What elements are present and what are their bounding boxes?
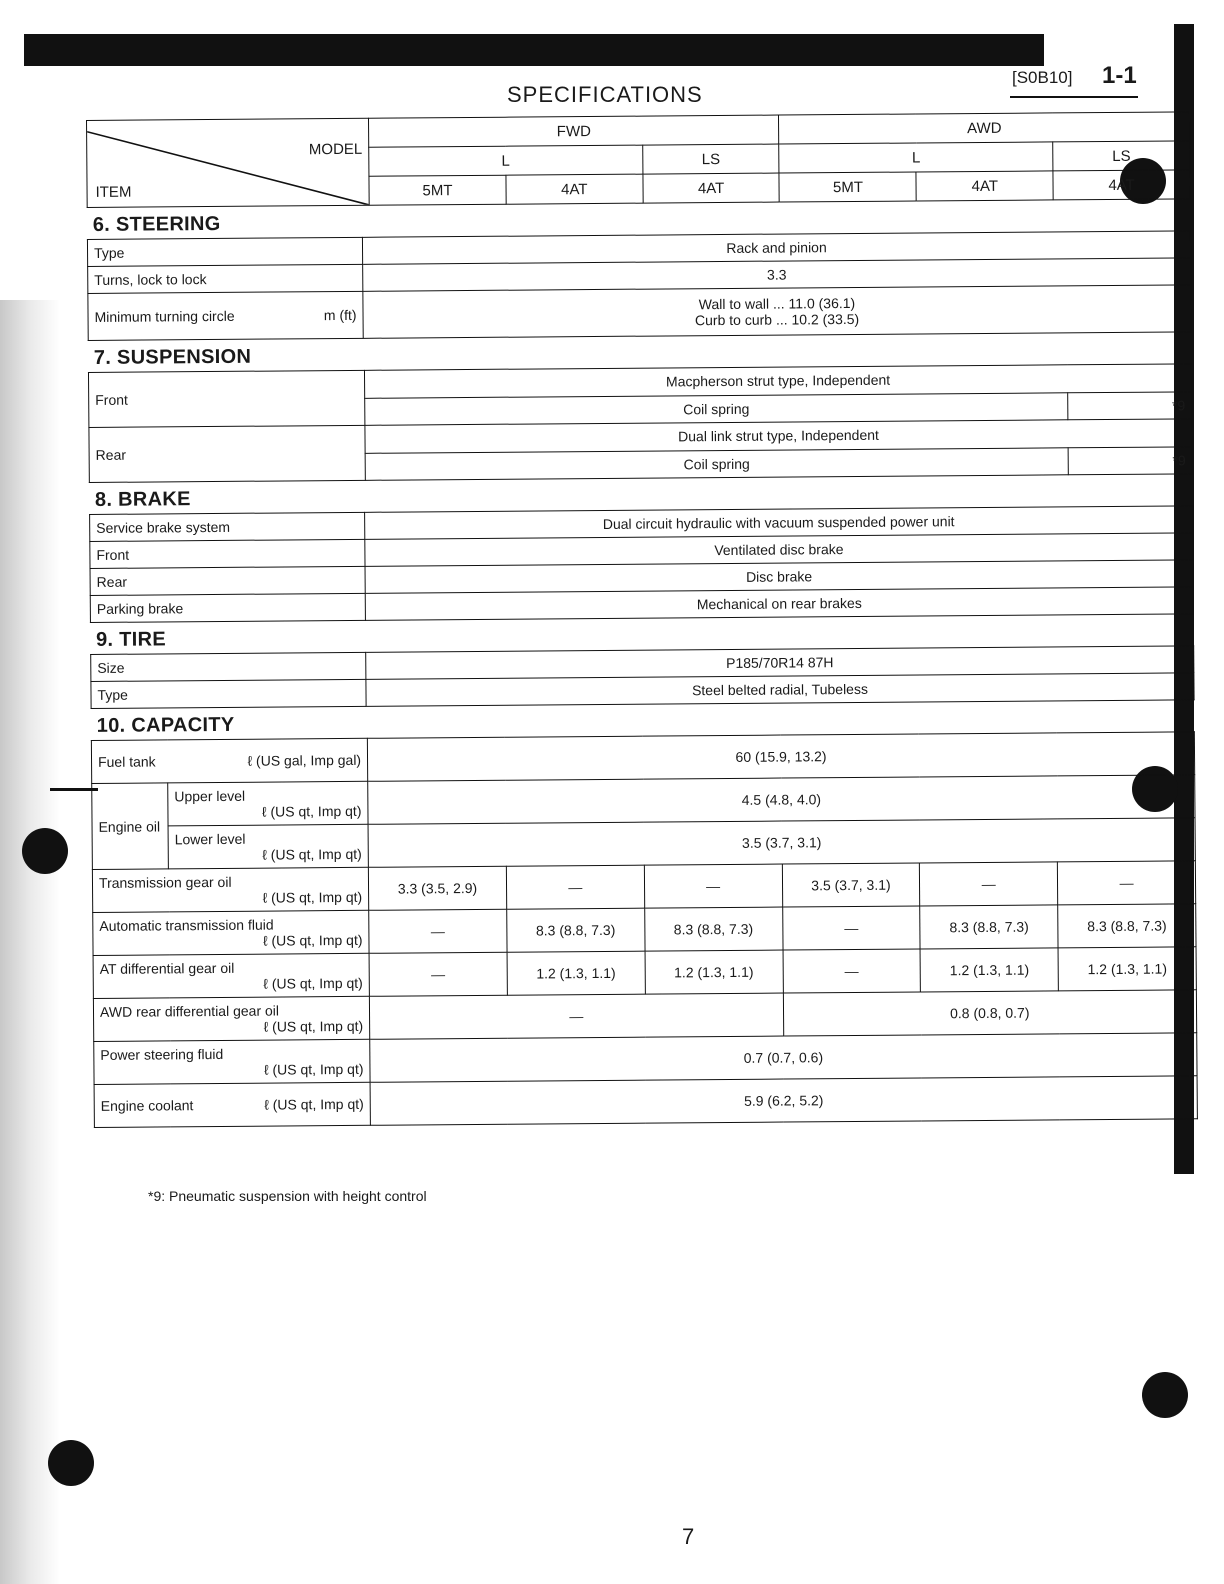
brake-parking-value: Mechanical on rear brakes [365, 587, 1193, 621]
brake-parking-label: Parking brake [90, 593, 365, 622]
spec-document [86, 111, 1198, 1128]
punch-hole [48, 1440, 94, 1486]
model-label: MODEL [308, 140, 363, 159]
trans-gear-oil-fwd-ls-4at: — [644, 864, 782, 908]
model-header-table [86, 111, 1191, 208]
brake-service-label: Service brake system [90, 512, 365, 541]
atf-fwd-ls-4at: 8.3 (8.8, 7.3) [644, 907, 782, 951]
engine-oil-label: Engine oil [92, 783, 169, 870]
scan-shadow [0, 300, 60, 1584]
suspension-front-label: Front [88, 370, 364, 427]
ps-fluid-unit: ℓ (US qt, Imp qt) [263, 1060, 364, 1078]
suspension-rear-type: Dual link strut type, Independent [365, 419, 1192, 453]
awd-rear-diff-awd: 0.8 (0.8, 0.7) [783, 990, 1197, 1036]
fwd-ls-header: LS [642, 144, 779, 174]
turns-value: 3.3 [363, 258, 1191, 292]
footnote: *9: Pneumatic suspension with height control [148, 1188, 427, 1204]
upper-level-label: Upper level [174, 787, 246, 805]
trans-gear-oil-fwd-l-4at: — [506, 865, 644, 909]
atf-awd-ls-4at: 8.3 (8.8, 7.3) [1058, 904, 1196, 948]
fwd-l-header: L [369, 145, 643, 176]
turning-circle-curb: Curb to curb ... 10.2 (33.5) [694, 310, 860, 329]
trans-gear-oil-label-cell [92, 867, 368, 912]
ps-fluid-label-cell [94, 1039, 370, 1084]
title-rule [1010, 96, 1138, 98]
item-label: ITEM [95, 183, 132, 201]
tire-table [90, 645, 1194, 709]
awd-rear-diff-label-cell [93, 996, 369, 1041]
atf-awd-l-4at: 8.3 (8.8, 7.3) [920, 905, 1058, 949]
awd-l-header: L [779, 142, 1053, 173]
upper-level-unit: ℓ (US qt, Imp qt) [261, 802, 362, 820]
lower-level-value: 3.5 (3.7, 3.1) [368, 818, 1195, 867]
turning-circle-wall: Wall to wall ... 11.0 (36.1) [698, 294, 856, 313]
tire-title: 9. TIRE [95, 628, 167, 651]
suspension-front-type: Macpherson strut type, Independent [364, 364, 1191, 398]
fwd-l-5mt: 5MT [369, 175, 506, 205]
tire-type-label: Type [91, 679, 366, 708]
suspension-rear-spring: Coil spring [365, 447, 1068, 480]
at-diff-unit: ℓ (US qt, Imp qt) [263, 974, 363, 992]
ps-fluid-value: 0.7 (0.7, 0.6) [370, 1033, 1197, 1082]
turning-circle-value-cell [363, 285, 1191, 339]
page-number: 7 [682, 1524, 695, 1549]
lower-level-label-cell [168, 824, 368, 869]
punch-hole [22, 828, 68, 874]
at-diff-label: AT differential gear oil [99, 959, 235, 977]
section-code: [S0B10] [1012, 68, 1073, 87]
turns-label: Turns, lock to lock [88, 264, 363, 293]
page-reference: 1-1 [1102, 62, 1137, 89]
steering-type-label: Type [87, 237, 362, 266]
lower-level-unit: ℓ (US qt, Imp qt) [262, 845, 362, 863]
brake-front-value: Ventilated disc brake [365, 533, 1193, 567]
at-diff-label-cell [93, 953, 369, 998]
atf-fwd-l-4at: 8.3 (8.8, 7.3) [507, 908, 645, 952]
turning-circle-label-cell [88, 291, 363, 340]
tire-size-value: P185/70R14 87H [366, 646, 1194, 680]
awd-l-4at: 4AT [916, 171, 1053, 201]
coolant-unit: ℓ (US qt, Imp qt) [264, 1095, 364, 1113]
tire-type-value: Steel belted radial, Tubeless [366, 673, 1194, 707]
trans-gear-oil-awd-l-5mt: 3.5 (3.7, 3.1) [782, 863, 920, 907]
brake-rear-value: Disc brake [365, 560, 1193, 594]
awd-ls-4at: 4AT [1053, 170, 1190, 200]
steering-title: 6. STEERING [92, 212, 221, 236]
turning-circle-unit: m (ft) [323, 306, 357, 324]
at-diff-awd-ls-4at: 1.2 (1.3, 1.1) [1058, 947, 1196, 991]
awd-rear-diff-unit: ℓ (US qt, Imp qt) [263, 1017, 364, 1035]
brake-service-value: Dual circuit hydraulic with vacuum suspended power unit [365, 506, 1193, 540]
steering-table [87, 230, 1192, 341]
upper-level-label-cell [168, 781, 368, 826]
trans-gear-oil-awd-ls-4at: — [1058, 861, 1196, 905]
coolant-label: Engine coolant [100, 1097, 194, 1114]
awd-rear-diff-label: AWD rear differential gear oil [99, 1002, 280, 1020]
awd-header: AWD [779, 112, 1190, 144]
fwd-l-4at: 4AT [506, 174, 643, 204]
tire-size-label: Size [91, 652, 366, 681]
atf-fwd-l-5mt: — [369, 909, 507, 953]
fwd-ls-4at: 4AT [643, 173, 780, 203]
suspension-title: 7. SUSPENSION [93, 345, 252, 369]
fwd-header: FWD [368, 115, 779, 147]
capacity-table [91, 731, 1198, 1128]
awd-rear-diff-fwd: — [369, 993, 783, 1039]
capacity-title: 10. CAPACITY [96, 713, 235, 737]
suspension-front-spring: Coil spring [365, 392, 1068, 425]
atf-label: Automatic transmission fluid [99, 916, 274, 934]
scan-top-bar [24, 34, 1044, 66]
suspension-front-note: *9 [1068, 391, 1192, 419]
ps-fluid-label: Power steering fluid [100, 1045, 224, 1063]
fuel-tank-label-cell [91, 738, 367, 783]
atf-label-cell [93, 910, 369, 955]
awd-ls-header: LS [1053, 141, 1190, 171]
at-diff-fwd-l-4at: 1.2 (1.3, 1.1) [507, 951, 645, 995]
trans-gear-oil-unit: ℓ (US qt, Imp qt) [262, 888, 363, 906]
at-diff-awd-l-5mt: — [783, 949, 921, 993]
suspension-table [88, 363, 1193, 483]
at-diff-awd-l-4at: 1.2 (1.3, 1.1) [920, 948, 1058, 992]
brake-rear-label: Rear [90, 566, 365, 595]
suspension-rear-label: Rear [89, 425, 365, 482]
page-title: SPECIFICATIONS [507, 82, 703, 107]
lower-level-label: Lower level [174, 830, 246, 848]
trans-gear-oil-fwd-l-5mt: 3.3 (3.5, 2.9) [368, 866, 506, 910]
awd-l-5mt: 5MT [779, 172, 916, 202]
fuel-tank-label: Fuel tank [97, 753, 156, 770]
punch-hole [1142, 1372, 1188, 1418]
fuel-tank-unit: ℓ (US gal, Imp gal) [247, 751, 362, 769]
coolant-value: 5.9 (6.2, 5.2) [370, 1076, 1197, 1125]
upper-level-value: 4.5 (4.8, 4.0) [368, 775, 1195, 824]
brake-title: 8. BRAKE [94, 488, 191, 511]
steering-type-value: Rack and pinion [362, 231, 1190, 265]
turning-circle-label: Minimum turning circle [94, 307, 235, 325]
coolant-label-cell [94, 1082, 370, 1127]
brake-front-label: Front [90, 539, 365, 568]
brake-table [89, 505, 1194, 623]
atf-unit: ℓ (US qt, Imp qt) [262, 931, 363, 949]
atf-awd-l-5mt: — [782, 906, 920, 950]
suspension-rear-note: *9 [1068, 446, 1192, 474]
fuel-tank-value: 60 (15.9, 13.2) [367, 732, 1194, 781]
model-item-diagonal-cell [87, 118, 370, 207]
trans-gear-oil-awd-l-4at: — [920, 862, 1058, 906]
trans-gear-oil-label: Transmission gear oil [98, 873, 232, 891]
at-diff-fwd-ls-4at: 1.2 (1.3, 1.1) [645, 950, 783, 994]
at-diff-fwd-l-5mt: — [369, 952, 507, 996]
